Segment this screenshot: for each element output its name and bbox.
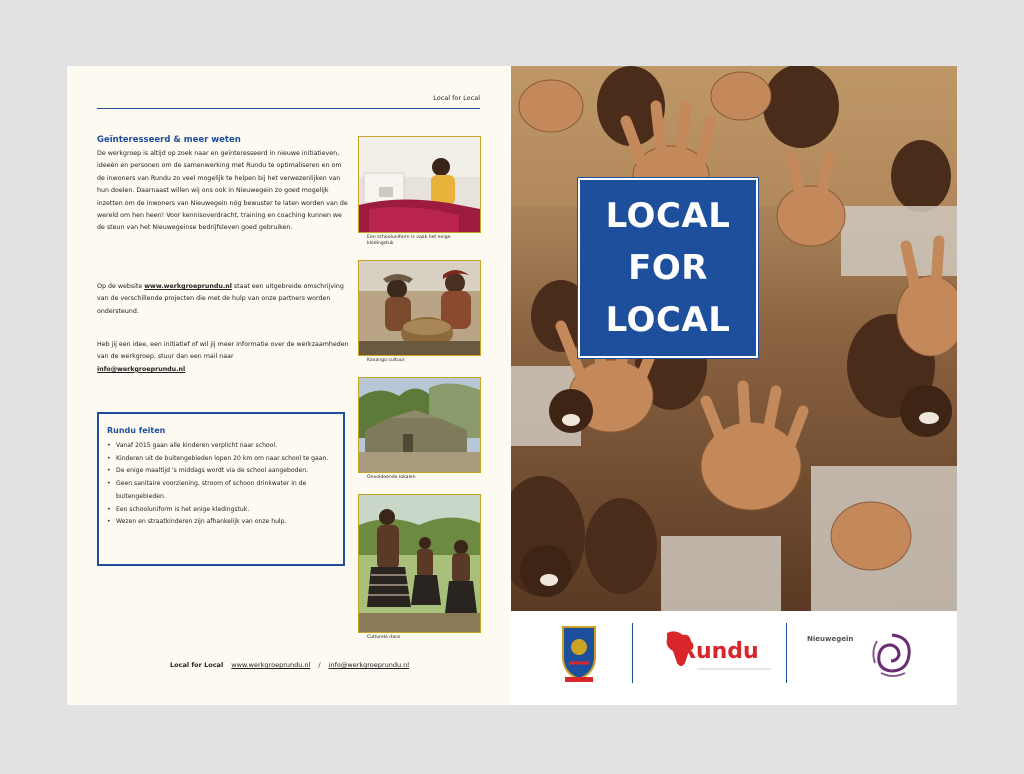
running-head	[97, 94, 480, 109]
footer-label: Local for Local	[170, 661, 224, 669]
fact-item: • Vanaf 2015 gaan alle kinderen verplicht naar school.	[107, 440, 339, 453]
caption-sewing: Een schooluniform is vaak het enige kledingstuk	[367, 235, 451, 246]
website-paragraph	[97, 281, 349, 318]
logo-divider	[632, 623, 633, 683]
contact-paragraph-text: Heb jij een idee, een initiatief of wil jij meer informatie over de werkzaamheden van de werkgroep, stuur dan een mail naar	[97, 341, 349, 361]
intro-paragraph: De werkgroep is altijd op zoek naar en geïnteresseerd in nieuwe initiatieven, ideeën en personen om de samenwerking met Rundu te optimaliseren en om de inwoners van Rundu zo veel mogelijk te helpen bij het verwezenlijken van hun doelen. Daarnaast willen wij ons ook in Nieuwegein zo goed mogelijk inzetten om de inwoners van Nieuwegein nóg bewuster te laten worden van de wereld om hen heen! Voor kennisoverdracht, training en coaching kunnen we de steun van het Nieuwegeinse bedrijfsleven goed gebruiken.	[97, 150, 348, 232]
caption-dance: Culturele dans	[367, 635, 401, 640]
website-paragraph-tail: staat een uitgebreide omschrijving van de verschillende projecten die met de hulp van onze partners worden ondersteund.	[97, 283, 344, 315]
facts-list	[107, 440, 339, 529]
photo-tent-classroom	[358, 377, 481, 473]
section-title: Geïnteresseerd & meer weten	[97, 135, 241, 145]
left-page	[67, 66, 511, 705]
photo-dance	[358, 494, 481, 633]
contact-email-link[interactable]: info@werkgroeprundu.nl	[97, 365, 186, 373]
cover-title-line-2: FOR	[628, 248, 708, 288]
contact-paragraph	[97, 339, 349, 376]
facts-title: Rundu feiten	[107, 426, 166, 435]
fact-item: • Geen sanitaire voorziening, stroom of schoon drinkwater in de buitengebieden.	[107, 478, 339, 503]
cover-title-line-3: LOCAL	[605, 300, 731, 340]
footer-website-link[interactable]: www.werkgroeprundu.nl	[231, 661, 311, 669]
nieuwegein-swirl-icon	[867, 629, 917, 679]
website-paragraph-lead: Op de website	[97, 283, 145, 290]
website-link[interactable]: www.werkgroeprundu.nl	[144, 283, 232, 290]
fact-item: • De enige maaltijd 's middags wordt via de school aangeboden.	[107, 465, 339, 478]
footer-separator: /	[318, 661, 321, 669]
coat-of-arms-logo	[559, 623, 599, 683]
logo-strip	[511, 611, 957, 705]
rundu-logo-text: Rundu	[679, 639, 759, 664]
brochure-spread	[67, 66, 957, 705]
fact-item: • Kinderen uit de buitengebieden lopen 20 km om naar school te gaan.	[107, 453, 339, 466]
running-head-text: Local for Local	[433, 94, 480, 102]
cover-title-line-1: LOCAL	[605, 196, 731, 236]
left-footer	[170, 661, 415, 669]
logo-divider	[786, 623, 787, 683]
caption-culture: Kavango cultuur	[367, 358, 405, 363]
nieuwegein-logo-text: Nieuwegein	[807, 635, 854, 643]
fact-item: • Een schooluniform is het enige kledingstuk.	[107, 504, 339, 517]
photo-sewing	[358, 136, 481, 233]
cover-title-box	[578, 178, 758, 358]
rundu-facts-box	[97, 412, 345, 566]
rundu-logo	[659, 629, 774, 673]
footer-email-link[interactable]: info@werkgroeprundu.nl	[328, 661, 410, 669]
photo-culture	[358, 260, 481, 356]
fact-item: • Wezen en straatkinderen zijn afhankelijk van onze hulp.	[107, 516, 339, 529]
caption-tent: Onvoldoende lokalen	[367, 475, 416, 480]
nieuwegein-logo	[807, 629, 917, 679]
